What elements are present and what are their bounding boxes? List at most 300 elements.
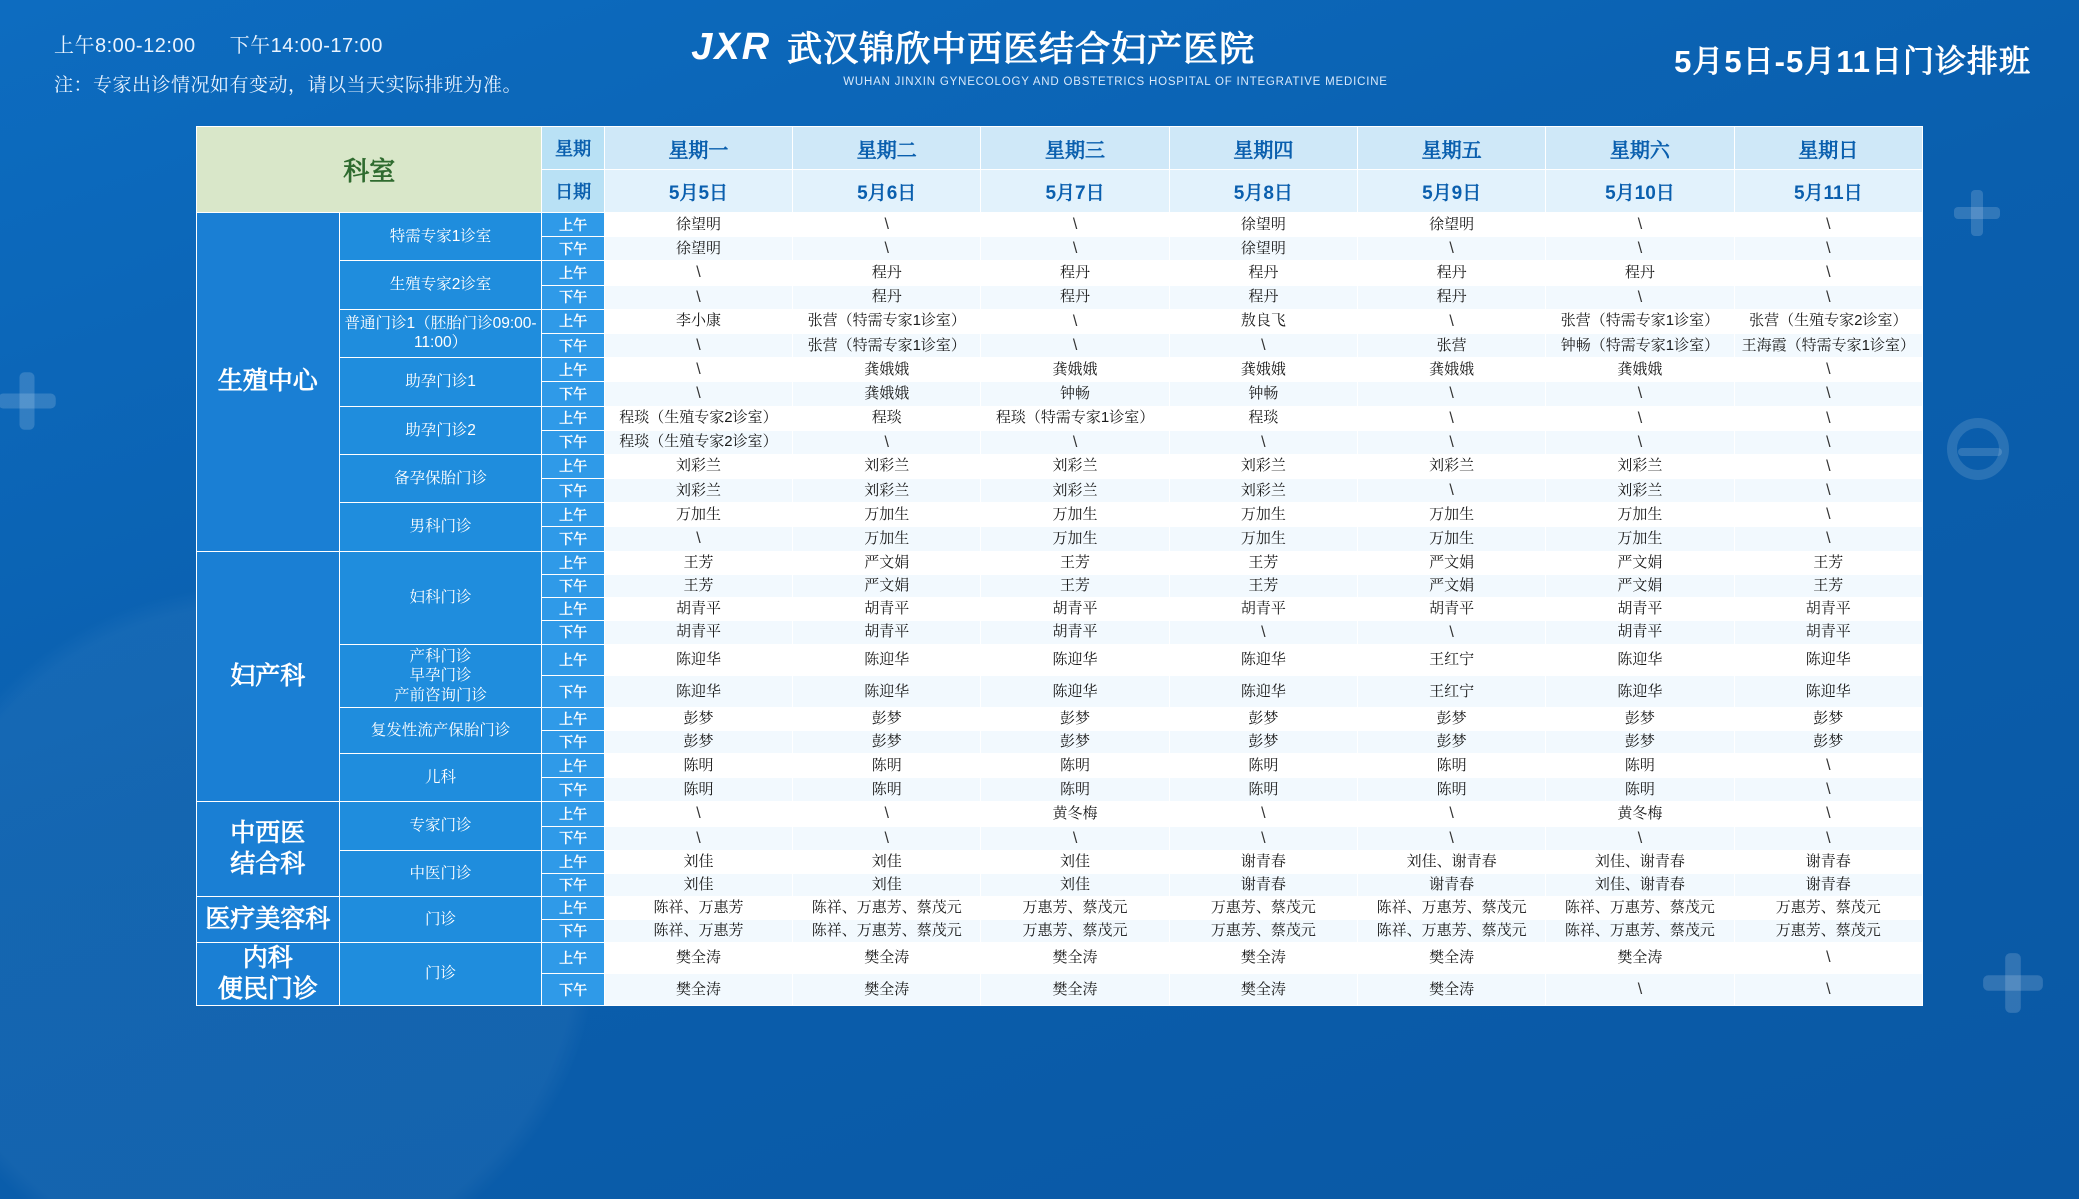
period-label: 下午 <box>542 430 604 454</box>
schedule-cell: \ <box>1734 802 1922 826</box>
period-label: 下午 <box>542 527 604 551</box>
schedule-cell: \ <box>1357 802 1545 826</box>
schedule-cell: \ <box>604 382 792 406</box>
weekday-tue: 星期二 <box>793 127 981 170</box>
schedule-cell: \ <box>1734 942 1922 974</box>
schedule-cell: 刘佳 <box>604 873 792 896</box>
date-sat: 5月10日 <box>1546 170 1734 213</box>
schedule-row <box>197 802 1923 826</box>
room-name: 助孕门诊1 <box>339 358 542 406</box>
schedule-cell: 钟畅（特需专家1诊室） <box>1546 333 1734 357</box>
schedule-row <box>197 942 1923 974</box>
schedule-cell: 樊全涛 <box>1357 974 1545 1006</box>
schedule-cell: 程丹 <box>1169 285 1357 309</box>
schedule-cell: \ <box>1546 974 1734 1006</box>
schedule-cell: \ <box>1734 213 1922 237</box>
schedule-cell: 万惠芳、蔡茂元 <box>1734 919 1922 942</box>
period-label: 上午 <box>542 597 604 620</box>
schedule-cell: 万加生 <box>981 503 1169 527</box>
schedule-cell: 彭梦 <box>981 707 1169 730</box>
schedule-cell: 黄冬梅 <box>981 802 1169 826</box>
clinic-hours-line <box>54 26 522 66</box>
schedule-cell: 刘佳 <box>793 850 981 873</box>
schedule-cell: 陈迎华 <box>981 644 1169 676</box>
schedule-cell: 谢青春 <box>1357 873 1545 896</box>
schedule-cell: \ <box>1357 430 1545 454</box>
schedule-cell: 龚娥娥 <box>1546 358 1734 382</box>
schedule-cell: 严文娟 <box>793 574 981 597</box>
schedule-cell: 王芳 <box>981 574 1169 597</box>
schedule-cell: 陈祥、万惠芳、蔡茂元 <box>1546 896 1734 919</box>
schedule-cell: 王芳 <box>1734 551 1922 574</box>
schedule-cell: \ <box>1169 620 1357 644</box>
schedule-cell: \ <box>1546 826 1734 850</box>
schedule-cell: 陈祥、万惠芳 <box>604 896 792 919</box>
schedule-cell: 钟畅 <box>981 382 1169 406</box>
schedule-cell: 樊全涛 <box>604 942 792 974</box>
schedule-cell: \ <box>1734 479 1922 503</box>
schedule-cell: 胡青平 <box>1734 620 1922 644</box>
schedule-cell: 胡青平 <box>1734 597 1922 620</box>
schedule-cell: 彭梦 <box>1169 730 1357 753</box>
schedule-cell: 樊全涛 <box>604 974 792 1006</box>
schedule-cell: 胡青平 <box>981 597 1169 620</box>
schedule-cell: 王芳 <box>1169 574 1357 597</box>
schedule-cell: 彭梦 <box>604 707 792 730</box>
period-label: 上午 <box>542 753 604 777</box>
schedule-cell: \ <box>604 285 792 309</box>
page-header <box>0 0 2079 96</box>
date-thu: 5月8日 <box>1169 170 1357 213</box>
schedule-cell: 敖良飞 <box>1169 309 1357 333</box>
dept-header: 科室 <box>197 127 542 213</box>
schedule-cell: \ <box>1546 406 1734 430</box>
schedule-cell: 黄冬梅 <box>1546 802 1734 826</box>
schedule-cell: 樊全涛 <box>1169 974 1357 1006</box>
weekday-fri: 星期五 <box>1357 127 1545 170</box>
schedule-cell: 樊全涛 <box>981 974 1169 1006</box>
decorative-ring-icon <box>1947 418 2009 480</box>
schedule-cell: 刘彩兰 <box>604 454 792 478</box>
schedule-cell: \ <box>981 430 1169 454</box>
schedule-cell: \ <box>1357 826 1545 850</box>
schedule-cell: \ <box>1169 802 1357 826</box>
schedule-cell: \ <box>793 826 981 850</box>
schedule-cell: \ <box>1357 382 1545 406</box>
schedule-cell: \ <box>604 527 792 551</box>
hospital-logo-icon: JXR <box>691 25 772 68</box>
room-name: 产科门诊 早孕门诊 产前咨询门诊 <box>339 644 542 707</box>
schedule-row <box>197 406 1923 430</box>
period-label: 下午 <box>542 826 604 850</box>
schedule-cell: 刘佳、谢青春 <box>1546 873 1734 896</box>
department-name: 医疗美容科 <box>197 896 340 942</box>
schedule-cell: 陈明 <box>793 753 981 777</box>
schedule-cell: 彭梦 <box>1357 730 1545 753</box>
weekday-thu: 星期四 <box>1169 127 1357 170</box>
room-name: 特需专家1诊室 <box>339 213 542 261</box>
schedule-cell: 彭梦 <box>604 730 792 753</box>
schedule-cell: 陈迎华 <box>1169 644 1357 676</box>
period-label: 上午 <box>542 644 604 676</box>
schedule-cell: \ <box>1734 237 1922 261</box>
schedule-cell: \ <box>793 430 981 454</box>
schedule-cell: 张营（特需专家1诊室） <box>1546 309 1734 333</box>
period-label: 上午 <box>542 551 604 574</box>
schedule-cell: \ <box>1169 430 1357 454</box>
hours-am: 上午8:00-12:00 <box>54 35 196 57</box>
schedule-cell: 陈祥、万惠芳 <box>604 919 792 942</box>
schedule-cell: 万加生 <box>1169 503 1357 527</box>
schedule-cell: 王芳 <box>1734 574 1922 597</box>
schedule-cell: 刘佳 <box>604 850 792 873</box>
schedule-cell: 龚娥娥 <box>793 382 981 406</box>
schedule-cell: 万加生 <box>1546 527 1734 551</box>
schedule-cell: 刘彩兰 <box>981 479 1169 503</box>
schedule-row <box>197 309 1923 333</box>
room-name: 复发性流产保胎门诊 <box>339 707 542 753</box>
schedule-cell: 王海霞（特需专家1诊室） <box>1734 333 1922 357</box>
schedule-cell: 胡青平 <box>793 620 981 644</box>
schedule-cell: 彭梦 <box>1734 707 1922 730</box>
date-sun: 5月11日 <box>1734 170 1922 213</box>
schedule-cell: \ <box>793 213 981 237</box>
schedule-cell: 樊全涛 <box>1169 942 1357 974</box>
schedule-cell: 刘彩兰 <box>1546 454 1734 478</box>
room-name: 门诊 <box>339 896 542 942</box>
schedule-cell: 胡青平 <box>981 620 1169 644</box>
weekday-mon: 星期一 <box>604 127 792 170</box>
period-label: 下午 <box>542 778 604 802</box>
schedule-cell: \ <box>1546 285 1734 309</box>
period-label: 下午 <box>542 333 604 357</box>
room-name: 专家门诊 <box>339 802 542 850</box>
schedule-cell: 刘彩兰 <box>793 479 981 503</box>
schedule-row <box>197 213 1923 237</box>
schedule-cell: \ <box>1169 333 1357 357</box>
schedule-cell: 程琰（生殖专家2诊室） <box>604 406 792 430</box>
schedule-cell: 陈明 <box>1169 778 1357 802</box>
schedule-cell: 谢青春 <box>1734 873 1922 896</box>
schedule-cell: 陈明 <box>981 778 1169 802</box>
schedule-table-body <box>197 213 1923 1006</box>
schedule-cell: 万加生 <box>793 503 981 527</box>
schedule-table-wrapper <box>196 126 1923 1006</box>
schedule-cell: 程琰 <box>1169 406 1357 430</box>
weekday-wed: 星期三 <box>981 127 1169 170</box>
schedule-cell: 彭梦 <box>981 730 1169 753</box>
schedule-row <box>197 551 1923 574</box>
schedule-table <box>196 126 1923 1006</box>
department-name: 妇产科 <box>197 551 340 802</box>
schedule-cell: 陈迎华 <box>1546 644 1734 676</box>
room-name: 男科门诊 <box>339 503 542 551</box>
schedule-cell: 徐望明 <box>1357 213 1545 237</box>
schedule-cell: 龚娥娥 <box>793 358 981 382</box>
schedule-cell: \ <box>1357 309 1545 333</box>
schedule-cell: 程琰（生殖专家2诊室） <box>604 430 792 454</box>
schedule-cell: 万加生 <box>1546 503 1734 527</box>
schedule-cell: 王芳 <box>981 551 1169 574</box>
schedule-cell: 胡青平 <box>604 620 792 644</box>
schedule-cell: 王红宁 <box>1357 644 1545 676</box>
schedule-cell: 徐望明 <box>604 213 792 237</box>
schedule-cell: \ <box>1734 974 1922 1006</box>
schedule-cell: 严文娟 <box>1546 574 1734 597</box>
schedule-cell: \ <box>1734 778 1922 802</box>
schedule-cell: 陈迎华 <box>604 676 792 708</box>
schedule-cell: \ <box>981 826 1169 850</box>
schedule-cell: 徐望明 <box>604 237 792 261</box>
schedule-cell: \ <box>793 237 981 261</box>
schedule-cell: 万惠芳、蔡茂元 <box>1169 896 1357 919</box>
schedule-cell: 彭梦 <box>793 730 981 753</box>
schedule-cell: 徐望明 <box>1169 213 1357 237</box>
schedule-cell: \ <box>1734 382 1922 406</box>
schedule-cell: 张营（特需专家1诊室） <box>793 309 981 333</box>
schedule-cell: \ <box>1734 261 1922 285</box>
schedule-cell: \ <box>1546 213 1734 237</box>
schedule-cell: 刘彩兰 <box>793 454 981 478</box>
schedule-cell: \ <box>604 333 792 357</box>
schedule-cell: \ <box>793 802 981 826</box>
schedule-cell: 严文娟 <box>1357 551 1545 574</box>
schedule-row <box>197 454 1923 478</box>
period-label: 上午 <box>542 802 604 826</box>
period-label: 下午 <box>542 919 604 942</box>
period-label: 下午 <box>542 620 604 644</box>
schedule-cell: \ <box>604 802 792 826</box>
schedule-cell: 万惠芳、蔡茂元 <box>981 896 1169 919</box>
schedule-cell: 万惠芳、蔡茂元 <box>1169 919 1357 942</box>
schedule-cell: 刘佳 <box>793 873 981 896</box>
schedule-cell: 陈迎华 <box>1734 676 1922 708</box>
period-label: 上午 <box>542 942 604 974</box>
schedule-row <box>197 896 1923 919</box>
schedule-cell: 王红宁 <box>1357 676 1545 708</box>
schedule-cell: \ <box>1734 406 1922 430</box>
schedule-cell: 万惠芳、蔡茂元 <box>981 919 1169 942</box>
schedule-cell: \ <box>604 358 792 382</box>
hours-pm: 下午14:00-17:00 <box>229 35 383 57</box>
decorative-cross-icon <box>1954 190 2000 236</box>
schedule-cell: 刘彩兰 <box>1169 479 1357 503</box>
schedule-cell: 刘彩兰 <box>1357 454 1545 478</box>
schedule-cell: 陈迎华 <box>981 676 1169 708</box>
room-name: 门诊 <box>339 942 542 1006</box>
schedule-cell: 程丹 <box>793 285 981 309</box>
schedule-cell: \ <box>981 237 1169 261</box>
department-name: 中西医 结合科 <box>197 802 340 896</box>
period-label: 下午 <box>542 382 604 406</box>
schedule-cell: \ <box>1357 620 1545 644</box>
weekday-label: 星期 <box>542 127 604 170</box>
schedule-cell: 陈祥、万惠芳、蔡茂元 <box>1357 919 1545 942</box>
schedule-cell: 龚娥娥 <box>981 358 1169 382</box>
schedule-cell: 彭梦 <box>1734 730 1922 753</box>
period-label: 上午 <box>542 358 604 382</box>
period-label: 下午 <box>542 285 604 309</box>
schedule-cell: 陈迎华 <box>1169 676 1357 708</box>
schedule-cell: \ <box>1734 454 1922 478</box>
schedule-cell: 张营 <box>1357 333 1545 357</box>
period-label: 上午 <box>542 896 604 919</box>
schedule-cell: 万加生 <box>1357 503 1545 527</box>
schedule-cell: 陈迎华 <box>793 676 981 708</box>
schedule-cell: 张营（特需专家1诊室） <box>793 333 981 357</box>
schedule-cell: 万加生 <box>604 503 792 527</box>
schedule-cell: 万加生 <box>1169 527 1357 551</box>
schedule-cell: 彭梦 <box>1546 707 1734 730</box>
period-label: 下午 <box>542 873 604 896</box>
schedule-cell: \ <box>1734 285 1922 309</box>
schedule-cell: 刘彩兰 <box>1169 454 1357 478</box>
schedule-cell: 程丹 <box>1169 261 1357 285</box>
schedule-cell: \ <box>1734 430 1922 454</box>
period-label: 上午 <box>542 850 604 873</box>
room-name: 儿科 <box>339 753 542 801</box>
schedule-cell: 程丹 <box>981 285 1169 309</box>
schedule-cell: 谢青春 <box>1734 850 1922 873</box>
schedule-cell: 彭梦 <box>1546 730 1734 753</box>
schedule-cell: 陈明 <box>604 753 792 777</box>
schedule-cell: \ <box>1546 382 1734 406</box>
schedule-cell: 刘彩兰 <box>1546 479 1734 503</box>
schedule-cell: 陈明 <box>981 753 1169 777</box>
schedule-cell: \ <box>1546 237 1734 261</box>
schedule-cell: 刘佳 <box>981 850 1169 873</box>
schedule-cell: 陈明 <box>793 778 981 802</box>
schedule-cell: 彭梦 <box>793 707 981 730</box>
schedule-cell: 万加生 <box>981 527 1169 551</box>
weekday-sun: 星期日 <box>1734 127 1922 170</box>
schedule-cell: \ <box>981 333 1169 357</box>
schedule-cell: 刘彩兰 <box>981 454 1169 478</box>
schedule-cell: 程丹 <box>1546 261 1734 285</box>
schedule-cell: \ <box>1357 479 1545 503</box>
schedule-cell: 谢青春 <box>1169 850 1357 873</box>
schedule-cell: \ <box>1734 503 1922 527</box>
period-label: 上午 <box>542 707 604 730</box>
period-label: 上午 <box>542 213 604 237</box>
hospital-name-en: WUHAN JINXIN GYNECOLOGY AND OBSTETRICS HOSPITAL OF INTEGRATIVE MEDICINE <box>843 76 1388 88</box>
room-name: 普通门诊1（胚胎门诊09:00-11:00） <box>339 309 542 357</box>
schedule-row <box>197 644 1923 676</box>
period-label: 下午 <box>542 479 604 503</box>
period-label: 上午 <box>542 406 604 430</box>
schedule-cell: \ <box>981 309 1169 333</box>
schedule-cell: 刘佳 <box>981 873 1169 896</box>
schedule-cell: 王芳 <box>604 551 792 574</box>
schedule-table-head <box>197 127 1923 213</box>
schedule-cell: \ <box>604 261 792 285</box>
schedule-row <box>197 753 1923 777</box>
schedule-cell: 陈明 <box>604 778 792 802</box>
schedule-cell: 胡青平 <box>1169 597 1357 620</box>
weekday-sat: 星期六 <box>1546 127 1734 170</box>
schedule-cell: 樊全涛 <box>1546 942 1734 974</box>
schedule-cell: 陈祥、万惠芳、蔡茂元 <box>793 896 981 919</box>
schedule-note: 注：专家出诊情况如有变动，请以当天实际排班为准。 <box>54 75 523 96</box>
period-label: 下午 <box>542 676 604 708</box>
period-label: 下午 <box>542 574 604 597</box>
hospital-brand <box>691 22 1388 88</box>
schedule-cell: 严文娟 <box>793 551 981 574</box>
schedule-cell: 胡青平 <box>793 597 981 620</box>
period-label: 下午 <box>542 730 604 753</box>
date-mon: 5月5日 <box>604 170 792 213</box>
schedule-cell: 万加生 <box>793 527 981 551</box>
room-name: 中医门诊 <box>339 850 542 896</box>
schedule-cell: 程丹 <box>793 261 981 285</box>
schedule-cell: \ <box>981 213 1169 237</box>
date-fri: 5月9日 <box>1357 170 1545 213</box>
schedule-cell: 万惠芳、蔡茂元 <box>1734 896 1922 919</box>
room-name: 备孕保胎门诊 <box>339 454 542 502</box>
schedule-row <box>197 503 1923 527</box>
schedule-cell: 陈迎华 <box>604 644 792 676</box>
schedule-cell: 龚娥娥 <box>1357 358 1545 382</box>
schedule-row <box>197 707 1923 730</box>
hospital-name-cn: 武汉锦欣中西医结合妇产医院 <box>787 30 1256 69</box>
schedule-cell: \ <box>604 826 792 850</box>
schedule-cell: 徐望明 <box>1169 237 1357 261</box>
schedule-cell: 程丹 <box>981 261 1169 285</box>
schedule-cell: 彭梦 <box>1169 707 1357 730</box>
period-label: 下午 <box>542 974 604 1006</box>
schedule-cell: \ <box>1357 237 1545 261</box>
schedule-cell: 陈明 <box>1357 753 1545 777</box>
period-label: 上午 <box>542 261 604 285</box>
schedule-cell: 陈迎华 <box>793 644 981 676</box>
schedule-cell: 严文娟 <box>1546 551 1734 574</box>
schedule-cell: 樊全涛 <box>981 942 1169 974</box>
schedule-cell: 陈明 <box>1169 753 1357 777</box>
schedule-cell: 彭梦 <box>1357 707 1545 730</box>
schedule-cell: 王芳 <box>1169 551 1357 574</box>
schedule-cell: \ <box>1357 406 1545 430</box>
schedule-cell: 程丹 <box>1357 285 1545 309</box>
schedule-cell: 胡青平 <box>1546 620 1734 644</box>
room-name: 助孕门诊2 <box>339 406 542 454</box>
schedule-cell: 严文娟 <box>1357 574 1545 597</box>
schedule-cell: 樊全涛 <box>793 942 981 974</box>
schedule-cell: 樊全涛 <box>793 974 981 1006</box>
schedule-cell: 张营（生殖专家2诊室） <box>1734 309 1922 333</box>
clinic-hours <box>54 26 522 106</box>
period-label: 上午 <box>542 503 604 527</box>
schedule-cell: \ <box>1734 358 1922 382</box>
schedule-cell: 刘佳、谢青春 <box>1546 850 1734 873</box>
period-label: 上午 <box>542 309 604 333</box>
header-row-weekday <box>197 127 1923 170</box>
date-wed: 5月7日 <box>981 170 1169 213</box>
decorative-cross-icon <box>0 372 56 430</box>
schedule-cell: 胡青平 <box>604 597 792 620</box>
schedule-cell: 陈迎华 <box>1734 644 1922 676</box>
schedule-row <box>197 261 1923 285</box>
department-name: 内科 便民门诊 <box>197 942 340 1006</box>
schedule-cell: \ <box>1169 826 1357 850</box>
schedule-cell: 龚娥娥 <box>1169 358 1357 382</box>
page-title: 5月5日-5月11日门诊排班 <box>1674 44 2031 79</box>
room-name: 妇科门诊 <box>339 551 542 644</box>
date-tue: 5月6日 <box>793 170 981 213</box>
schedule-cell: 陈祥、万惠芳、蔡茂元 <box>1546 919 1734 942</box>
schedule-cell: \ <box>1734 826 1922 850</box>
schedule-cell: 王芳 <box>604 574 792 597</box>
schedule-cell: 刘佳、谢青春 <box>1357 850 1545 873</box>
